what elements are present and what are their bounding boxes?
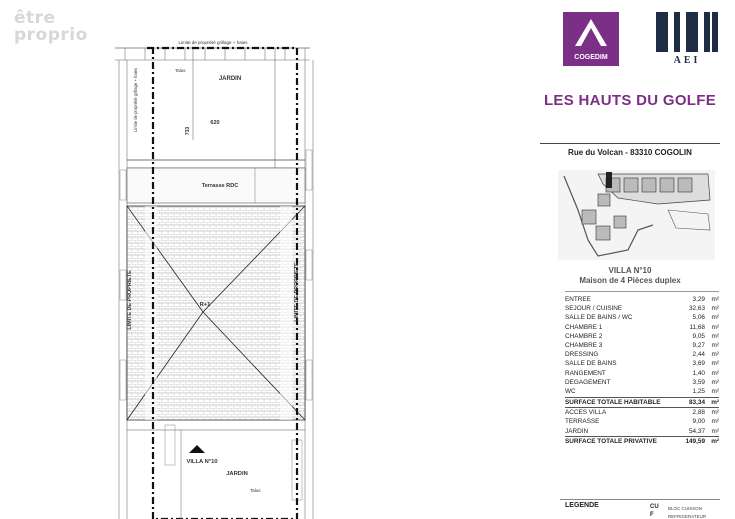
surface-unit: m² — [711, 387, 719, 395]
surface-value: 3,29 — [692, 296, 705, 303]
surface-rows — [565, 295, 719, 396]
plan-dim-horizontal: 620 — [210, 120, 220, 126]
surface-value: 9,27 — [692, 341, 705, 349]
annex-value: 2,88 — [692, 409, 705, 417]
surface-row — [565, 350, 719, 359]
plan-limite-left: LIMITE DE PROPRIETE — [127, 270, 133, 330]
surface-label: RANGEMENT — [565, 369, 606, 377]
legend-code-1: CU — [650, 504, 659, 510]
site-plan — [105, 30, 335, 519]
total-privative-value: 149,59 — [685, 437, 705, 445]
plan-talus-bottom: Talus — [250, 488, 261, 493]
plan-roof-label: R+1 — [199, 302, 211, 308]
surface-unit: m² — [711, 296, 719, 303]
surface-label: CHAMBRE 3 — [565, 341, 603, 349]
annex-unit: m² — [711, 418, 719, 426]
plan-terrasse-label: Terrasse RDC — [201, 183, 239, 189]
surface-label: SALLE DE BAINS / WC — [565, 314, 633, 322]
total-privative-unit: m² — [711, 437, 719, 445]
surface-row — [565, 378, 719, 387]
aei-logo — [654, 12, 720, 66]
aei-wordmark: AEI — [673, 55, 701, 66]
surface-value: 2,44 — [692, 351, 705, 359]
surface-unit: m² — [711, 305, 719, 313]
aei-bars-icon — [654, 12, 720, 54]
annex-label: TERRASSE — [565, 418, 600, 426]
project-title: LES HAUTS DU GOLFE — [543, 92, 717, 109]
watermark-logo — [14, 10, 109, 44]
total-privative-label: SURFACE TOTALE PRIVATIVE — [565, 437, 657, 445]
surface-unit: m² — [711, 314, 719, 322]
separator-top — [540, 143, 720, 144]
plan-dim-vertical: 733 — [185, 126, 191, 136]
surface-value: 3,59 — [692, 378, 705, 386]
surface-value: 1,25 — [692, 387, 705, 395]
cogedim-a-icon — [563, 12, 619, 52]
annex-unit: m² — [711, 427, 719, 435]
annex-label: ACCES VILLA — [565, 409, 607, 417]
annex-rows — [565, 407, 719, 436]
total-privative-row — [565, 436, 719, 446]
surface-value: 9,05 — [692, 332, 705, 340]
legend-code-2: F — [650, 512, 654, 518]
surface-unit: m² — [711, 360, 719, 368]
surface-unit: m² — [711, 341, 719, 349]
surface-value: 1,40 — [692, 369, 705, 377]
location-map — [558, 170, 715, 260]
surface-unit: m² — [711, 378, 719, 386]
surface-unit: m² — [711, 332, 719, 340]
surface-value: 3,69 — [692, 360, 705, 368]
annex-unit: m² — [711, 409, 719, 417]
plan-talus-top: Talus — [175, 68, 186, 73]
surface-label: CHAMBRE 2 — [565, 332, 603, 340]
separator-legend — [560, 499, 720, 500]
surface-row — [565, 387, 719, 396]
plan-left-boundary: Limite de propriété grillage + haies — [133, 67, 138, 133]
annex-row — [565, 408, 719, 417]
total-habitable-value: 83,34 — [689, 399, 705, 407]
surface-value: 5,06 — [692, 314, 705, 322]
cogedim-logo — [563, 12, 619, 66]
annex-value: 54,37 — [689, 427, 705, 435]
surface-label: CHAMBRE 1 — [565, 323, 603, 331]
surface-row — [565, 304, 719, 313]
cogedim-wordmark: COGEDIM — [574, 54, 608, 61]
villa-number: VILLA N°10 — [608, 266, 652, 275]
annex-row — [565, 427, 719, 436]
surface-label: ENTREE — [565, 296, 591, 303]
surface-row — [565, 313, 719, 322]
surface-value: 11,68 — [689, 323, 705, 331]
surface-row — [565, 323, 719, 332]
legend-title: LEGENDE — [565, 502, 599, 509]
surface-value: 32,63 — [689, 305, 705, 313]
surface-row — [565, 332, 719, 341]
surface-table — [565, 295, 719, 446]
annex-row — [565, 417, 719, 426]
annex-label: JARDIN — [565, 427, 589, 435]
surface-unit: m² — [711, 351, 719, 359]
plan-jardin-bottom: JARDIN — [226, 471, 248, 477]
surface-unit: m² — [711, 369, 719, 377]
surface-label: WC — [565, 387, 576, 395]
surface-unit: m² — [711, 323, 719, 331]
watermark-line1: être — [14, 8, 56, 28]
watermark-line2: proprio — [14, 25, 88, 45]
total-habitable-unit: m² — [711, 399, 719, 407]
annex-value: 9,00 — [692, 418, 705, 426]
surface-label: DRESSING — [565, 351, 599, 359]
plan-jardin-top: JARDIN — [218, 76, 242, 82]
project-address: Rue du Volcan - 83310 COGOLIN — [568, 148, 692, 157]
total-habitable-label: SURFACE TOTALE HABITABLE — [565, 399, 661, 407]
villa-type: Maison de 4 Pièces duplex — [579, 276, 681, 285]
plan-limite-right: LIMITE DE PROPRIETE — [294, 262, 300, 322]
surface-row — [565, 359, 719, 368]
surface-row — [565, 369, 719, 378]
surface-label: SEJOUR / CUISINE — [565, 305, 623, 313]
separator-table — [565, 291, 719, 292]
surface-label: DEGAGEMENT — [565, 378, 611, 386]
surface-label: SALLE DE BAINS — [565, 360, 617, 368]
plan-top-boundary: Limite de propriété grillage + haies — [178, 40, 248, 45]
surface-row — [565, 341, 719, 350]
legend-desc-2: REFRIGERATEUR — [668, 514, 707, 519]
legend-desc-1: BLOC CUISSON — [668, 506, 703, 511]
total-habitable-row — [565, 397, 719, 407]
plan-villa-label: VILLA N°10 — [186, 459, 218, 465]
surface-row — [565, 295, 719, 304]
